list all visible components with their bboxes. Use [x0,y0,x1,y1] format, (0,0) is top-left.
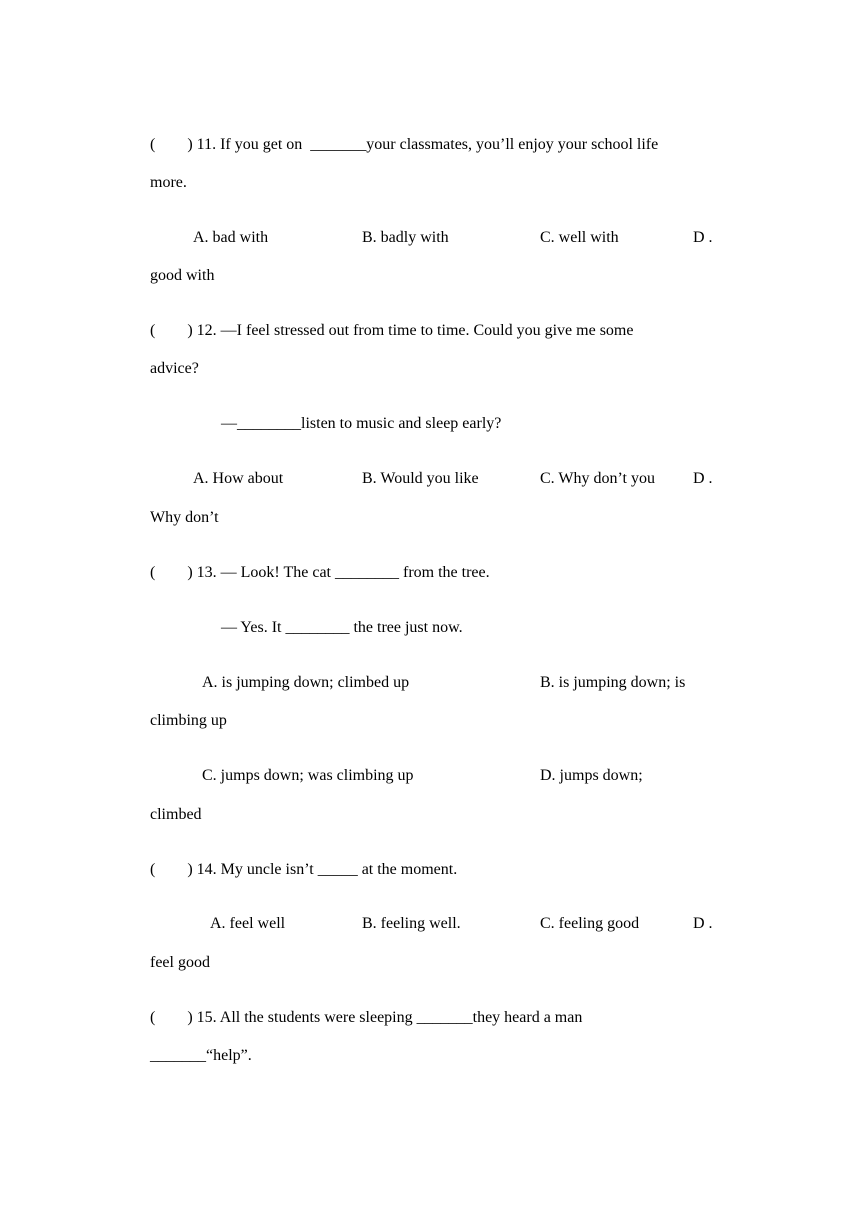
question-15-stem-continued: _______“help”. [150,1047,252,1064]
question-13-option-d-continued: climbed [150,806,202,823]
question-13-option-d: D. jumps down; [540,767,643,784]
question-12-option-d-continued: Why don’t [150,509,219,526]
question-13-option-b: B. is jumping down; is [540,674,686,691]
question-14-option-d: D . [693,915,713,932]
question-14-stem: ( ) 14. My uncle isn’t _____ at the moment. [150,861,458,878]
question-13-option-b-continued: climbing up [150,712,227,729]
question-12-reply: —________listen to music and sleep early? [221,415,502,432]
question-15-stem: ( ) 15. All the students were sleeping _______they heard a man [150,1009,583,1026]
question-12-stem-continued: advice? [150,360,199,377]
question-13-option-c: C. jumps down; was climbing up [202,767,414,784]
question-11-stem: ( ) 11. If you get on _______your classmates, you’ll enjoy your school life [150,136,659,153]
question-14-option-c: C. feeling good [540,915,640,932]
question-14-option-b: B. feeling well. [362,915,461,932]
question-11-option-b: B. badly with [362,229,449,246]
question-13-reply: — Yes. It ________ the tree just now. [221,619,463,636]
question-11-option-d-continued: good with [150,267,215,284]
question-12-stem: ( ) 12. —I feel stressed out from time to time. Could you give me some [150,322,634,339]
question-11-option-a: A. bad with [193,229,269,246]
question-12-option-c: C. Why don’t you [540,470,655,487]
question-13-stem: ( ) 13. — Look! The cat ________ from the tree. [150,564,490,581]
question-14-option-d-continued: feel good [150,954,210,971]
question-12-option-d: D . [693,470,713,487]
question-11-stem-continued: more. [150,174,187,191]
question-13-option-a: A. is jumping down; climbed up [202,674,410,691]
question-12-option-a: A. How about [193,470,284,487]
question-11-option-c: C. well with [540,229,619,246]
question-12-option-b: B. Would you like [362,470,479,487]
question-14-option-a: A. feel well [210,915,286,932]
question-11-option-d: D . [693,229,713,246]
